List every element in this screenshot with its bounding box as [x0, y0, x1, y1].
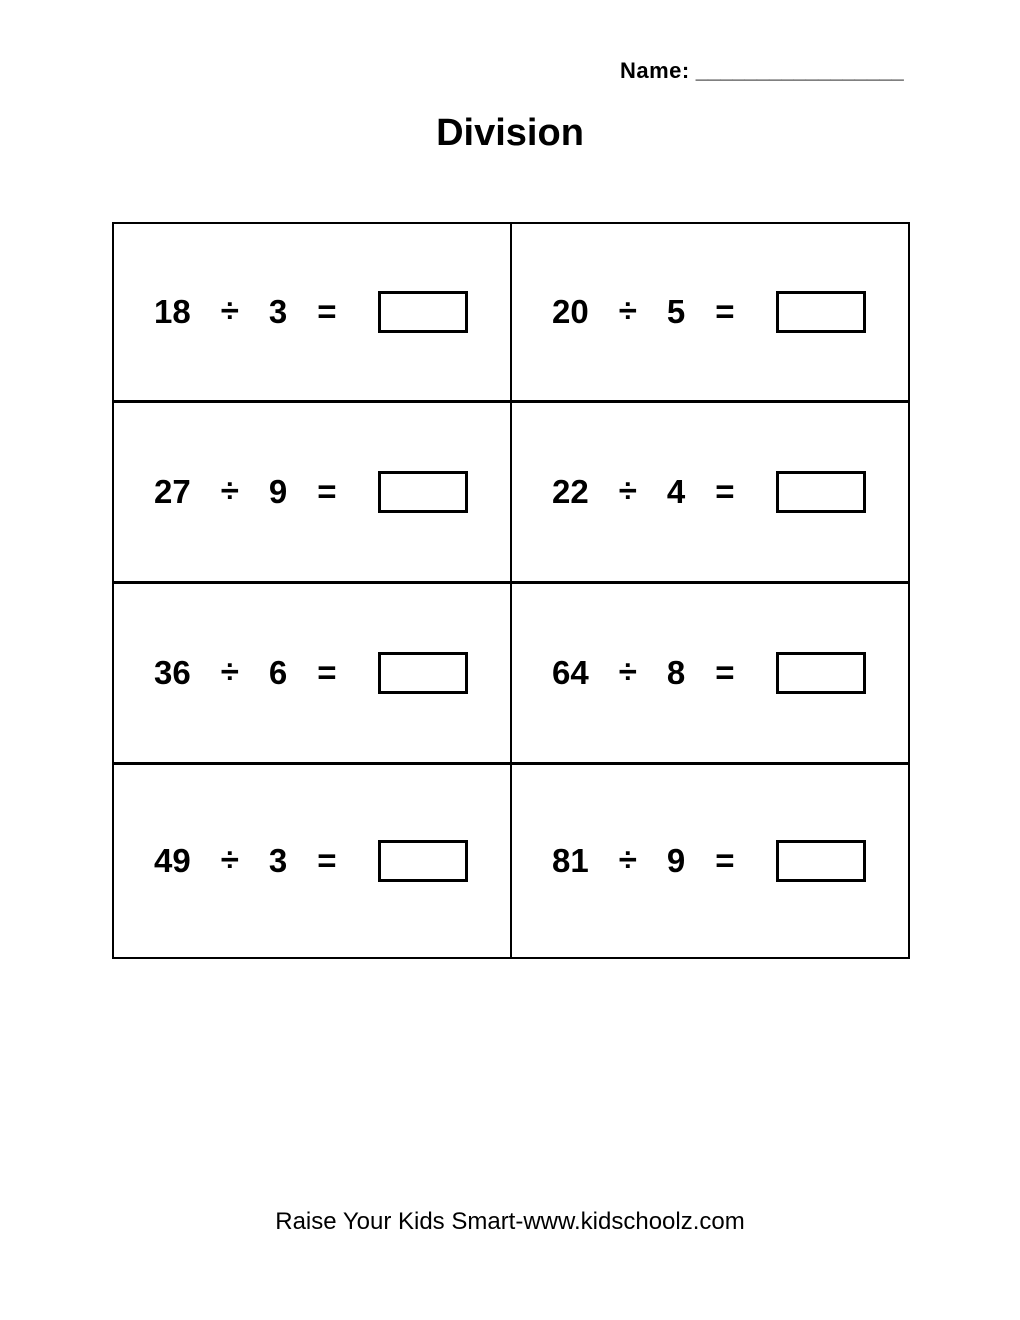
equals-sign: =: [715, 473, 735, 510]
dividend: 81: [552, 842, 589, 879]
equals-sign: =: [317, 473, 337, 510]
divisor: 9: [268, 473, 288, 510]
division-sign: ÷: [220, 292, 239, 329]
dividend: 49: [154, 842, 191, 879]
footer-text: Raise Your Kids Smart-www.kidschoolz.com: [275, 1208, 745, 1235]
dividend: 36: [154, 654, 191, 691]
equals-sign: =: [715, 842, 735, 879]
problem-cell: [512, 765, 908, 957]
answer-box[interactable]: [378, 291, 468, 333]
division-sign: ÷: [220, 653, 239, 690]
divisor: 6: [268, 654, 288, 691]
name-fill-line[interactable]: _________________: [695, 58, 904, 83]
dividend: 22: [552, 473, 589, 510]
divisor: 9: [666, 842, 686, 879]
division-sign: ÷: [618, 841, 637, 878]
division-sign: ÷: [220, 841, 239, 878]
divisor: 3: [268, 293, 288, 330]
answer-box[interactable]: [776, 471, 866, 513]
problem-cell: [512, 403, 908, 584]
answer-box[interactable]: [776, 291, 866, 333]
answer-box[interactable]: [776, 840, 866, 882]
division-sign: ÷: [220, 472, 239, 509]
dividend: 20: [552, 293, 589, 330]
dividend: 18: [154, 293, 191, 330]
divisor: 5: [666, 293, 686, 330]
divisor: 4: [666, 473, 686, 510]
equals-sign: =: [317, 293, 337, 330]
division-sign: ÷: [618, 653, 637, 690]
problem-cell: [114, 765, 512, 957]
problem-cell: [512, 224, 908, 403]
problem-cell: [114, 584, 512, 765]
equals-sign: =: [317, 842, 337, 879]
dividend: 27: [154, 473, 191, 510]
problem-cell: [512, 584, 908, 765]
answer-box[interactable]: [378, 840, 468, 882]
division-sign: ÷: [618, 472, 637, 509]
name-row: [620, 58, 904, 84]
divisor: 8: [666, 654, 686, 691]
dividend: 64: [552, 654, 589, 691]
answer-box[interactable]: [378, 471, 468, 513]
problem-cell: [114, 403, 512, 584]
problems-table: [112, 222, 910, 959]
division-sign: ÷: [618, 292, 637, 329]
page-title: Division: [436, 112, 584, 154]
name-label: Name:: [620, 58, 690, 83]
divisor: 3: [268, 842, 288, 879]
answer-box[interactable]: [378, 652, 468, 694]
answer-box[interactable]: [776, 652, 866, 694]
equals-sign: =: [317, 654, 337, 691]
equals-sign: =: [715, 654, 735, 691]
problem-cell: [114, 224, 512, 403]
equals-sign: =: [715, 293, 735, 330]
